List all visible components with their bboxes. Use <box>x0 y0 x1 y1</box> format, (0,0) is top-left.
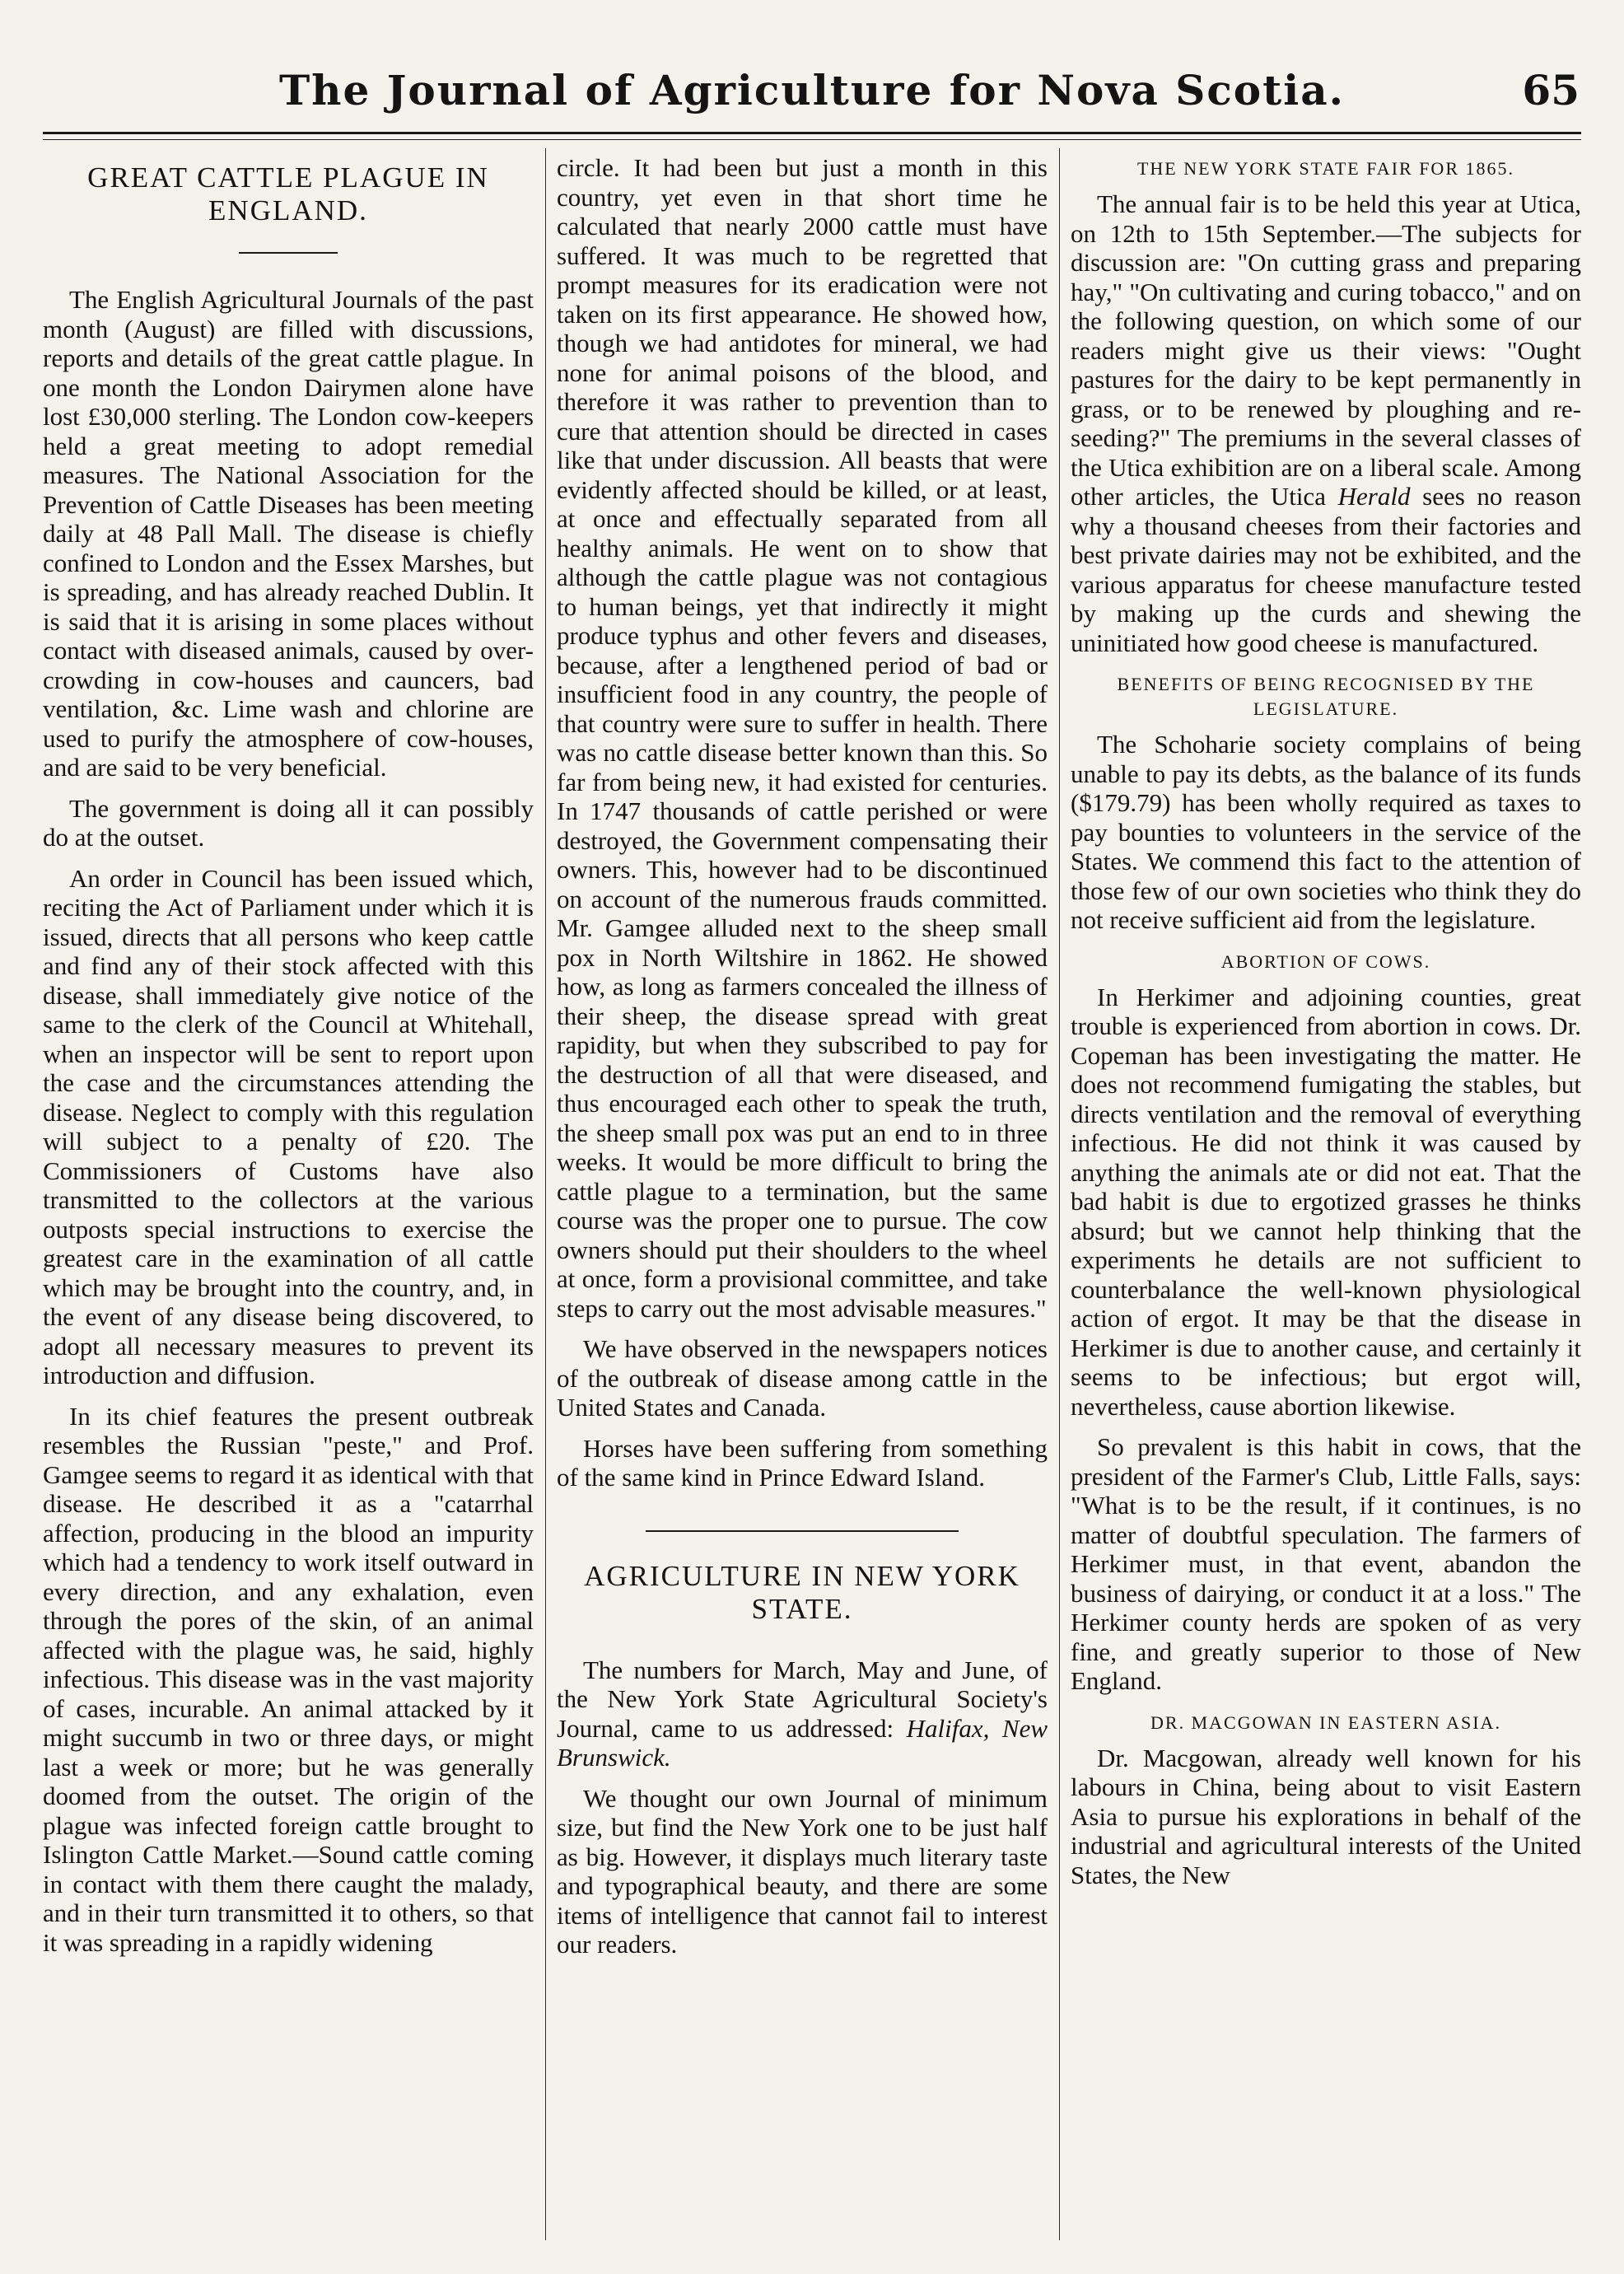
paragraph: We have observed in the newspapers notices of the outbreak of disease among cattle in the United States and Canada. <box>557 1334 1048 1422</box>
paragraph: In Herkimer and adjoining counties, great trouble is experienced from abortion in cows. Dr. Copeman has been investigating the matter. He does not recommend fumigating the stables, but directs ventilation and the removal of everything infectious. He did not think it was caused by anything the animals ate or did not eat. That the bad habit is due to ergotized grasses he thinks absurd; but we cannot help thinking that the experiments he details are not sufficient to counterbalance the well-known physiological action of ergot. It may be that the disease in Herkimer is due to another cause, and certainly it seems to be infectious; but ergot will, nevertheless, cause abortion likewise. <box>1071 982 1581 1421</box>
paragraph: circle. It had been but just a month in this country, yet even in that short time he calculated that nearly 2000 cattle must have suffered. It was much to be regretted that prompt measures for its eradication were not taken on its first appearance. He showed how, though we had antidotes for mineral, we had none for animal poisons of the blood, and therefore it was rather to prevention than to cure that attention should be directed in cases like that under discussion. All beasts that were evidently affected should be killed, or at least, at once and effectually separated from all healthy animals. He went on to show that although the cattle plague was not contagious to human beings, yet that indirectly it might produce typhus and other fevers and diseases, because, after a lengthened period of bad or insufficient food in any country, the people of that country were sure to suffer in health. There was no cattle disease better known than this. So far from being new, it had existed for centuries. In 1747 thousands of cattle perished or were destroyed, the Government compensating their owners. This, however had to be discontinued on account of the numerous frauds committed. Mr. Gamgee alluded next to the sheep small pox in North Wiltshire in 1862. He showed how, as long as farmers concealed the illness of their sheep, the disease spread with great rapidity, but when they subscribed to pay for the destruction of all that were diseased, and thus encouraged each other to speak the truth, the sheep small pox was put an end to in three weeks. It would be more difficult to bring the cattle plague to a termination, but the same course was the proper one to pursue. The cow owners should put their shoulders to the wheel at once, form a provisional committee, and take steps to carry out the most advisable measures." <box>557 153 1048 1323</box>
column-3 <box>1071 153 1581 2233</box>
column-divider <box>545 148 546 2240</box>
paragraph: Horses have been suffering from something of the same kind in Prince Edward Island. <box>557 1433 1048 1492</box>
paragraph-text: The numbers for March, May and June, of the New York State Agricultural Society's Journal, came to us addressed: <box>557 1655 1048 1743</box>
section-rule <box>239 252 338 254</box>
italic-title: Herald <box>1337 482 1411 511</box>
journal-title: The Journal of Agriculture for Nova Scotia. <box>278 66 1346 114</box>
article-heading: AGRICULTURE IN NEW YORK STATE. <box>584 1559 1020 1625</box>
section-heading: BENEFITS OF BEING RECOGNISED BY THE LEGISLATURE. <box>1117 674 1535 719</box>
paragraph: The Schoharie society complains of being unable to pay its debts, as the balance of its funds ($179.79) has been wholly required as taxes to pay bounties to volunteers in the service of the States. We commend this fact to the attention of those few of our own societies who think they do not receive sufficient aid from the legislature. <box>1071 730 1581 934</box>
paragraph-text: sees no reason why a thousand cheeses from their factories and best private dairies may not be exhibited, and the various apparatus for cheese manufacture tested by making up the curds and shewing the uninitiated how good cheese is manufactured. <box>1071 482 1581 657</box>
paragraph: Dr. Macgowan, already well known for his labours in China, being about to visit Eastern Asia to pursue his explorations in behalf of the industrial and agricultural interests of the United States, the New <box>1071 1743 1581 1889</box>
column-divider <box>1059 148 1060 2240</box>
paragraph <box>557 1655 1048 1772</box>
page-number: 65 <box>1522 66 1580 114</box>
header-rule-thin <box>43 139 1581 140</box>
paragraph-text: The annual fair is to be held this year at Utica, on 12th to 15th September.—The subjects for discussion are: "On cutting grass and preparing hay," "On cultivating and curing tobacco," and on the following question, on which some of our readers might give us their views: "Ought pastures for the dairy to be kept permanently in grass, or to be renewed by ploughing and re-seeding?" The premiums in the several classes of the Utica exhibition are on a liberal scale. Among other articles, the Utica <box>1071 189 1581 511</box>
paragraph: So prevalent is this habit in cows, that the president of the Farmer's Club, Little Falls, says: "What is to be the result, if it continues, is no matter of doubtful speculation. The farmers of Herkimer must, in that event, abandon the business of dairying, or conduct it at a loss." The Herkimer county herds are spoken of as very fine, and greatly superior to those of New England. <box>1071 1432 1581 1695</box>
masthead <box>43 43 1581 138</box>
section-rule <box>646 1530 959 1532</box>
paragraph: The government is doing all it can possibly do at the outset. <box>43 793 534 852</box>
paragraph: The English Agricultural Journals of the past month (August) are filled with discussions, reports and details of the great cattle plague. In one month the London Dairymen alone have lost £30,000 sterling. The London cow-keepers held a great meeting to adopt remedial measures. The National Association for the Prevention of Cattle Diseases has been meeting daily at 48 Pall Mall. The disease is chiefly confined to London and the Essex Marshes, but is spreading, and has already reached Dublin. It is said that it is arising in some places without contact with diseased animals, caused by over-crowding in cow-houses and cauncers, bad ventilation, &c. Lime wash and chlorine are used to purify the atmosphere of cow-houses, and are said to be very beneficial. <box>43 285 534 782</box>
section-heading: THE NEW YORK STATE FAIR FOR 1865. <box>1136 158 1514 179</box>
article-heading: GREAT CATTLE PLAGUE IN ENGLAND. <box>87 161 489 226</box>
section-heading: ABORTION OF COWS. <box>1220 950 1431 972</box>
paragraph: An order in Council has been issued which, reciting the Act of Parliament under which it is issued, directs that all persons who keep cattle and find any of their stock affected with this disease, shall immediately give notice of the same to the clerk of the Council at Whitehall, when an inspector will be sent to report upon the case and the circumstances attending the disease. Neglect to comply with this regulation will subject to a penalty of £20. The Commissioners of Customs have also transmitted to the collectors at the various outposts special instructions to exercise the greatest care in the examination of all cattle which may be brought into the country, and, in the event of any disease being discovered, to adopt all necessary measures to prevent its introduction and diffusion. <box>43 863 534 1389</box>
column-1 <box>43 153 534 2233</box>
paragraph <box>1071 189 1581 657</box>
section-heading: DR. MACGOWAN IN EASTERN ASIA. <box>1150 1711 1501 1733</box>
column-2 <box>557 153 1048 2233</box>
paragraph: In its chief features the present outbreak resembles the Russian "peste," and Prof. Gamgee seems to regard it as identical with that disease. He described it as a "catarrhal affection, producing in the blood an impurity which had a tendency to work itself outward in every direction, and any exhalation, even through the pores of the skin, of an animal affected with the plague was, he said, highly infectious. This disease was in the vast majority of cases, incurable. An animal attacked by it might succumb in two or three days, or might last a week or more; but he was generally doomed from the outset. The origin of the plague was infected foreign cattle brought to Islington Cattle Market.—Sound cattle coming in contact with them there caught the malady, and in their turn transmitted it to others, so that it was spreading in a rapidly widening <box>43 1401 534 1957</box>
header-rule <box>43 132 1581 134</box>
paragraph: We thought our own Journal of minimum size, but find the New York one to be just half as big. However, it displays much literary taste and typographical beauty, and there are some items of intelligence that cannot fail to interest our readers. <box>557 1783 1048 1959</box>
italic-address: Halifax, New Brunswick. <box>557 1713 1048 1772</box>
